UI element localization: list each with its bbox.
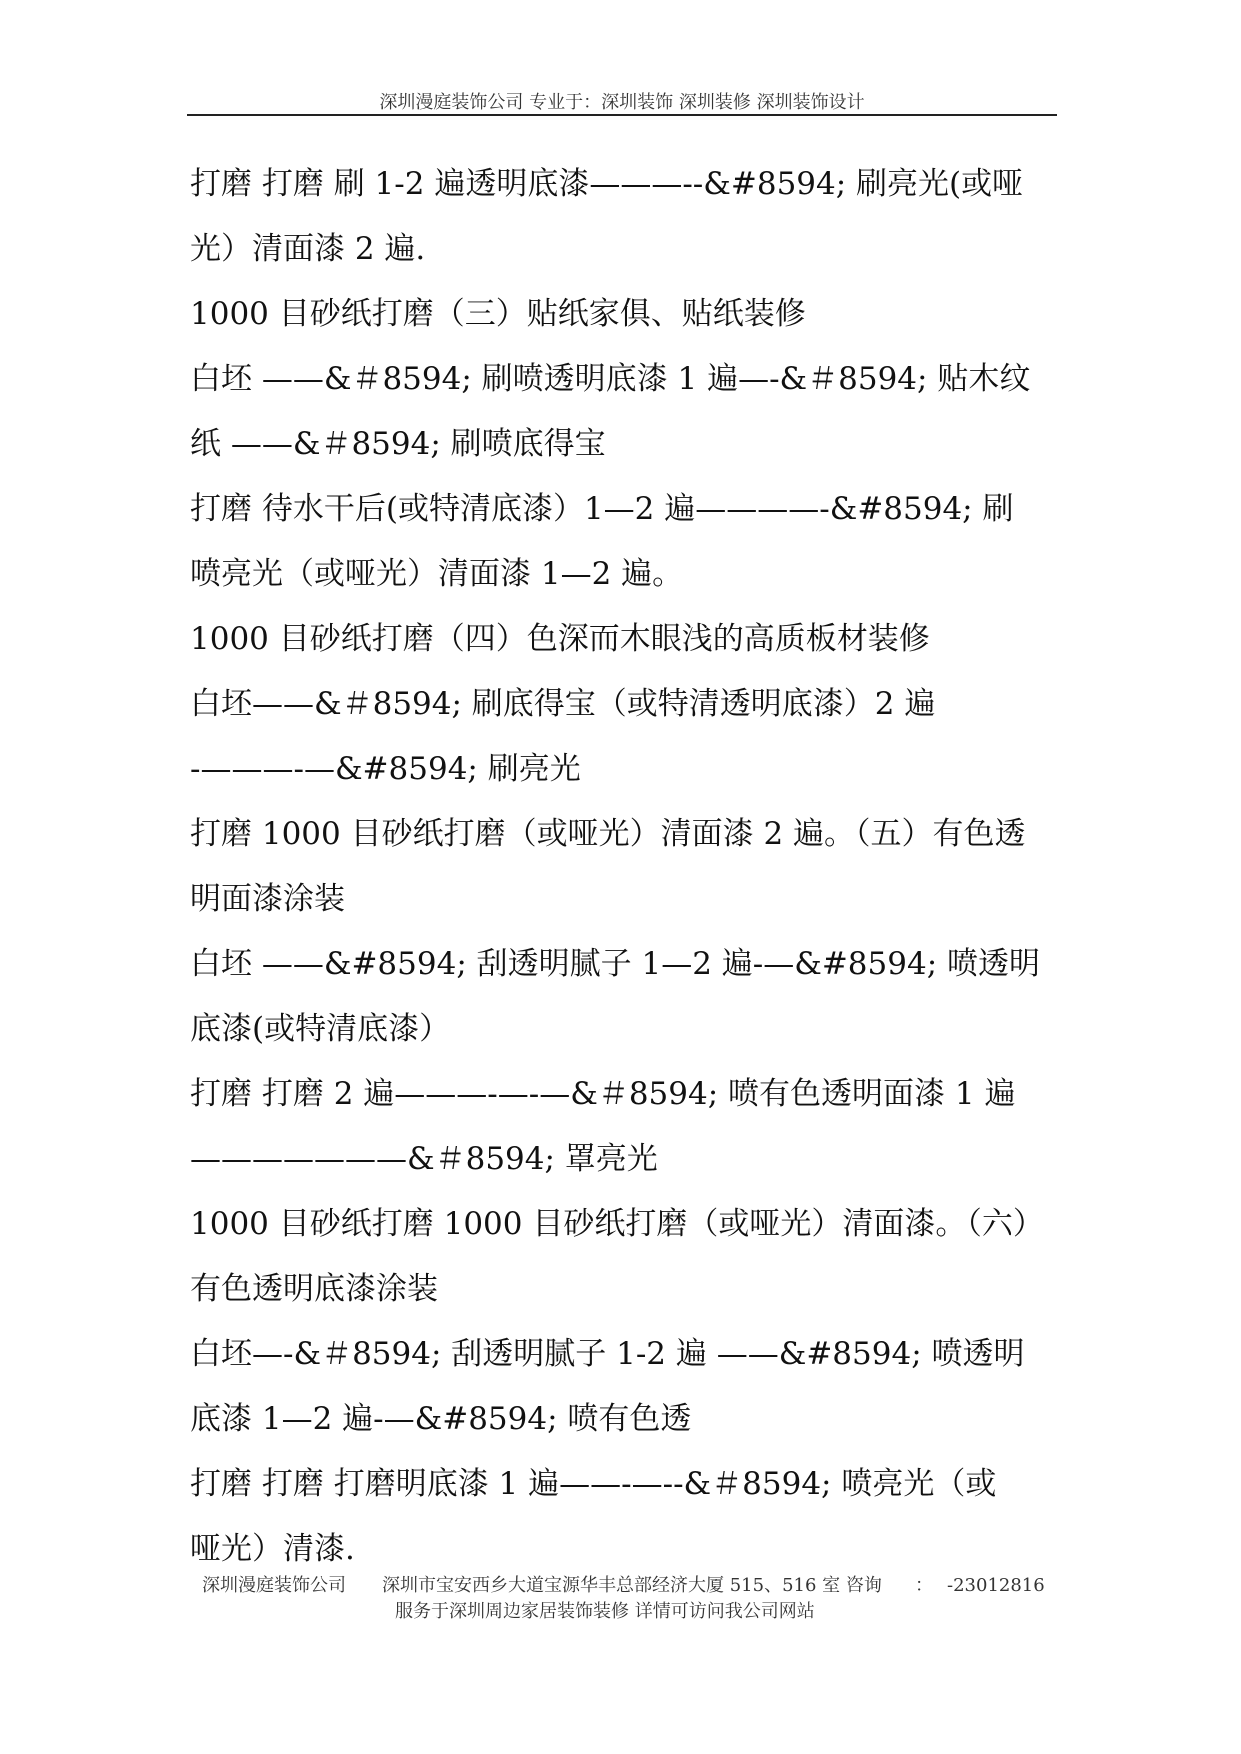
- body-line: 明面漆涂装: [190, 881, 345, 917]
- body-line: 白坯 ——&#8594; 刮透明腻子 1—2 遍-—&#8594; 喷透明: [190, 946, 1041, 982]
- header-divider: [187, 114, 1057, 116]
- body-line: 光）清面漆 2 遍.: [190, 231, 426, 267]
- body-line: 1000 目砂纸打磨 1000 目砂纸打磨（或哑光）清面漆。（六）: [190, 1206, 1044, 1242]
- page-footer: [190, 1573, 1060, 1625]
- body-line: 底漆(或特清底漆）: [190, 1011, 451, 1047]
- body-line: 白坯 ——&＃8594; 刷喷透明底漆 1 遍—-&＃8594; 贴木纹: [190, 361, 1031, 397]
- footer-phone: -23012816: [947, 1575, 1045, 1596]
- body-line: 哑光）清漆.: [190, 1531, 355, 1567]
- body-line: 底漆 1—2 遍-—&#8594; 喷有色透: [190, 1401, 692, 1437]
- body-line: 打磨 待水干后(或特清底漆）1—2 遍————-&#8594; 刷: [190, 491, 1014, 527]
- document-body: [190, 152, 1070, 1582]
- body-line: 1000 目砂纸打磨（四）色深而木眼浅的高质板材装修: [190, 621, 930, 657]
- footer-colon: ：: [915, 1575, 933, 1596]
- body-line: 打磨 打磨 打磨明底漆 1 遍——-—--&＃8594; 喷亮光（或: [190, 1466, 997, 1502]
- body-line: 1000 目砂纸打磨（三）贴纸家俱、贴纸装修: [190, 296, 806, 332]
- body-line: 纸 ——&＃8594; 刷喷底得宝: [190, 426, 606, 462]
- body-line: 喷亮光（或哑光）清面漆 1—2 遍。: [190, 556, 684, 592]
- body-line: 打磨 打磨 刷 1-2 遍透明底漆———--&#8594; 刷亮光(或哑: [190, 166, 1024, 202]
- body-line: 有色透明底漆涂装: [190, 1271, 438, 1307]
- footer-service-line: 服务于深圳周边家居装饰装修 详情可访问我公司网站: [395, 1601, 815, 1622]
- body-line: -———-—&#8594; 刷亮光: [190, 751, 581, 787]
- body-line: ———————&＃8594; 罩亮光: [190, 1141, 658, 1177]
- body-line: 白坯——&＃8594; 刷底得宝（或特清透明底漆）2 遍: [190, 686, 936, 722]
- page-header: 深圳漫庭装饰公司 专业于：深圳装饰 深圳装修 深圳装饰设计: [379, 92, 865, 113]
- footer-contact-line: [190, 1573, 1060, 1599]
- body-line: 白坯—-&＃8594; 刮透明腻子 1-2 遍 ——&#8594; 喷透明: [190, 1336, 1025, 1372]
- footer-address: 深圳市宝安西乡大道宝源华丰总部经济大厦 515、516 室 咨询: [382, 1575, 882, 1596]
- body-line: 打磨 打磨 2 遍———-—-—&＃8594; 喷有色透明面漆 1 遍: [190, 1076, 1016, 1112]
- footer-company-name: 深圳漫庭装饰公司: [202, 1575, 346, 1596]
- body-line: 打磨 1000 目砂纸打磨（或哑光）清面漆 2 遍。（五）有色透: [190, 816, 1026, 852]
